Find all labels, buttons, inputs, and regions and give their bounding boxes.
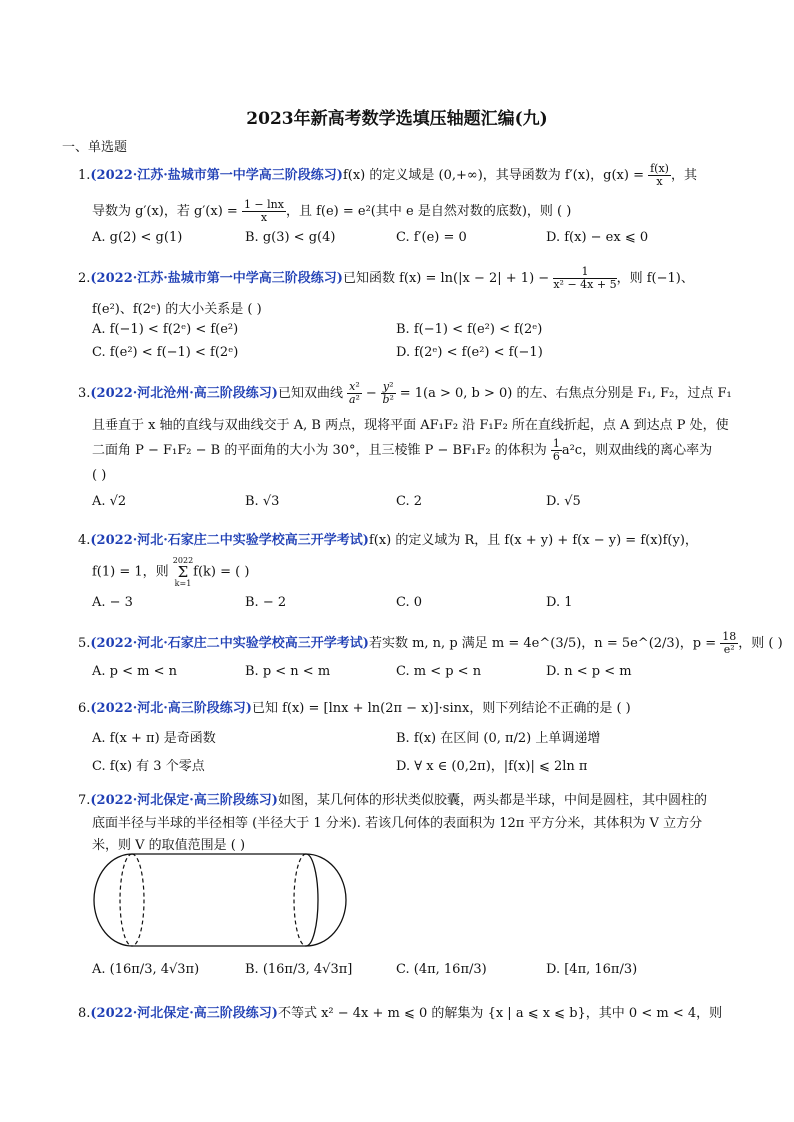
option-a[interactable]: A. − 3	[92, 595, 133, 610]
question-text: ，则 ( )	[738, 636, 783, 651]
question-5	[78, 631, 783, 656]
question-text: 已知 f(x) = [lnx + ln(2π − x)]·sinx，则下列结论不正确的是 ( )	[251, 701, 631, 716]
question-number: 1.	[78, 168, 91, 183]
question-1-line-2	[92, 199, 571, 224]
question-3: 3.(2022·河北沧州·高三阶段练习)已知双曲线 $\frac{\text{x²}}{\text{a²}}$ − $\frac{\text{y²}}{\text{b²}}$ = 1(a > 0, b > 0) 的左、右焦点分别是 F₁, F₂，过点 F₁	[78, 380, 732, 406]
option-a[interactable]: A. g(2) < g(1)	[92, 230, 183, 245]
question-source: (2022·河北沧州·高三阶段练习)	[90, 386, 278, 401]
capsule-figure	[92, 852, 354, 948]
question-number: 2.	[78, 271, 91, 286]
fraction: $\frac{18}{\text{e²}}$	[722, 630, 737, 656]
fraction: $\frac{\text{y²}}{\text{b²}}$	[382, 380, 394, 406]
question-text: f(1) = 1，则	[92, 564, 169, 580]
question-text: 二面角 P − F₁F₂ − B 的平面角的大小为 30°，且三棱锥 P − BF₁F₂ 的体积为	[92, 443, 547, 458]
question-number: 5.	[78, 636, 91, 651]
question-text: 已知函数 f(x) = ln(|x − 2| + 1) −	[342, 271, 550, 286]
option-d[interactable]: D. [4π, 16π/3)	[546, 962, 638, 977]
question-source: (2022·江苏·盐城市第一中学高三阶段练习)	[90, 271, 343, 286]
question-number: 6.	[78, 701, 91, 716]
question-7	[78, 789, 707, 808]
option-d[interactable]: D. n < p < m	[546, 664, 632, 679]
option-b[interactable]: B. − 2	[245, 595, 287, 610]
question-8	[78, 1002, 722, 1021]
question-7-line-3: 米，则 V 的取值范围是 ( )	[92, 838, 246, 853]
option-b[interactable]: B. f(x) 在区间 (0, π/2) 上单调递增	[396, 731, 601, 746]
option-d[interactable]: D. 1	[546, 595, 573, 610]
question-number: 7.	[78, 793, 91, 808]
question-1	[78, 163, 697, 188]
question-3-line-4: ( )	[92, 468, 107, 483]
question-text: 若实数 m, n, p 满足 m = 4e^(3/5)，n = 5e^(2/3)，p =	[368, 636, 717, 651]
question-number: 3.	[78, 386, 91, 401]
question-text: 已知双曲线	[277, 386, 343, 401]
question-number: 8.	[78, 1006, 91, 1021]
question-4-line-2	[92, 556, 249, 588]
option-a[interactable]: A. f(−1) < f(2ᵉ) < f(e²)	[92, 322, 239, 337]
option-b[interactable]: B. (16π/3, 4√3π]	[245, 962, 353, 977]
fraction: $\frac{1}{6}$	[552, 437, 560, 463]
fraction: $\frac{f(x)}{x}$	[650, 162, 669, 188]
option-d[interactable]: D. √5	[546, 494, 581, 509]
option-a[interactable]: A. (16π/3, 4√3π)	[92, 962, 200, 977]
option-d[interactable]: D. f(2ᵉ) < f(e²) < f(−1)	[396, 345, 543, 360]
option-c[interactable]: C. 2	[396, 494, 423, 509]
question-source: (2022·河北·石家庄二中实验学校高三开学考试)	[90, 636, 369, 651]
question-2	[78, 266, 694, 291]
option-c[interactable]: C. 0	[396, 595, 423, 610]
option-b[interactable]: B. √3	[245, 494, 280, 509]
question-text: ，且 f(e) = e²(其中 e 是自然对数的底数)，则 ( )	[285, 204, 572, 219]
option-a[interactable]: A. p < m < n	[92, 664, 177, 679]
option-b[interactable]: B. p < n < m	[245, 664, 331, 679]
question-text: ，其	[670, 168, 697, 183]
option-c[interactable]: C. f(x) 有 3 个零点	[92, 759, 205, 774]
option-d[interactable]: D. ∀ x ∈ (0,2π)，|f(x)| ⩽ 2ln π	[396, 759, 588, 774]
question-text: f(x) 的定义域是 (0,+∞)，其导函数为 f′(x)，g(x) =	[342, 168, 644, 183]
option-b[interactable]: B. f(−1) < f(e²) < f(2ᵉ)	[396, 322, 543, 337]
option-a[interactable]: A. f(x + π) 是奇函数	[92, 731, 216, 746]
question-6	[78, 697, 631, 716]
section-heading: 一、单选题	[62, 140, 128, 155]
option-d[interactable]: D. f(x) − ex ⩽ 0	[546, 230, 649, 245]
question-number: 4.	[78, 533, 91, 548]
question-3-line-3	[92, 438, 712, 463]
question-source: (2022·河北保定·高三阶段练习)	[90, 1006, 278, 1021]
question-text: = 1(a > 0, b > 0) 的左、右焦点分别是 F₁, F₂，过点 F₁	[399, 386, 732, 401]
option-c[interactable]: C. (4π, 16π/3)	[396, 962, 487, 977]
question-source: (2022·河北保定·高三阶段练习)	[90, 793, 278, 808]
question-text: ，则 f(−1)、	[616, 271, 694, 286]
option-c[interactable]: C. f′(e) = 0	[396, 230, 467, 245]
option-b[interactable]: B. g(3) < g(4)	[245, 230, 336, 245]
question-text: 如图，某几何体的形状类似胶囊，两头都是半球，中间是圆柱，其中圆柱的	[277, 793, 707, 808]
option-a[interactable]: A. √2	[92, 494, 127, 509]
page-title: 2023年新高考数学选填压轴题汇编(九)	[246, 109, 548, 129]
question-7-line-2: 底面半径与半球的半径相等 (半径大于 1 分米). 若该几何体的表面积为 12π 平方分米，其体积为 V 立方分	[92, 816, 703, 831]
summation: 2022 Σ k=1	[172, 556, 194, 588]
fraction: $\frac{1}{\text{x² − 4x + 5}}$	[553, 265, 617, 291]
question-text: 导数为 g′(x)，若 g′(x) =	[92, 204, 238, 219]
question-source: (2022·江苏·盐城市第一中学高三阶段练习)	[90, 168, 343, 183]
question-source: (2022·河北·高三阶段练习)	[90, 701, 252, 716]
question-3-line-2: 且垂直于 x 轴的直线与双曲线交于 A, B 两点，现将平面 AF₁F₂ 沿 F₁F₂ 所在直线折起，点 A 到达点 P 处，使	[92, 418, 729, 433]
question-text: f(x) 的定义域为 R，且 f(x + y) + f(x − y) = f(x)f(y)，	[368, 533, 698, 548]
question-source: (2022·河北·石家庄二中实验学校高三开学考试)	[90, 533, 369, 548]
fraction: $\frac{\text{x²}}{\text{a²}}$	[348, 380, 360, 406]
option-c[interactable]: C. m < p < n	[396, 664, 482, 679]
fraction: $\frac{1 - \ln x}{x}$	[243, 198, 284, 224]
option-c[interactable]: C. f(e²) < f(−1) < f(2ᵉ)	[92, 345, 239, 360]
question-text: f(k) = ( )	[193, 564, 250, 580]
question-text: 不等式 x² − 4x + m ⩽ 0 的解集为 {x | a ⩽ x ⩽ b}，其中 0 < m < 4，则	[277, 1006, 723, 1021]
question-2-line-2: f(e²)、f(2ᵉ) 的大小关系是 ( )	[92, 302, 262, 317]
question-4	[78, 529, 698, 548]
question-text: a²c，则双曲线的离心率为	[561, 443, 713, 458]
